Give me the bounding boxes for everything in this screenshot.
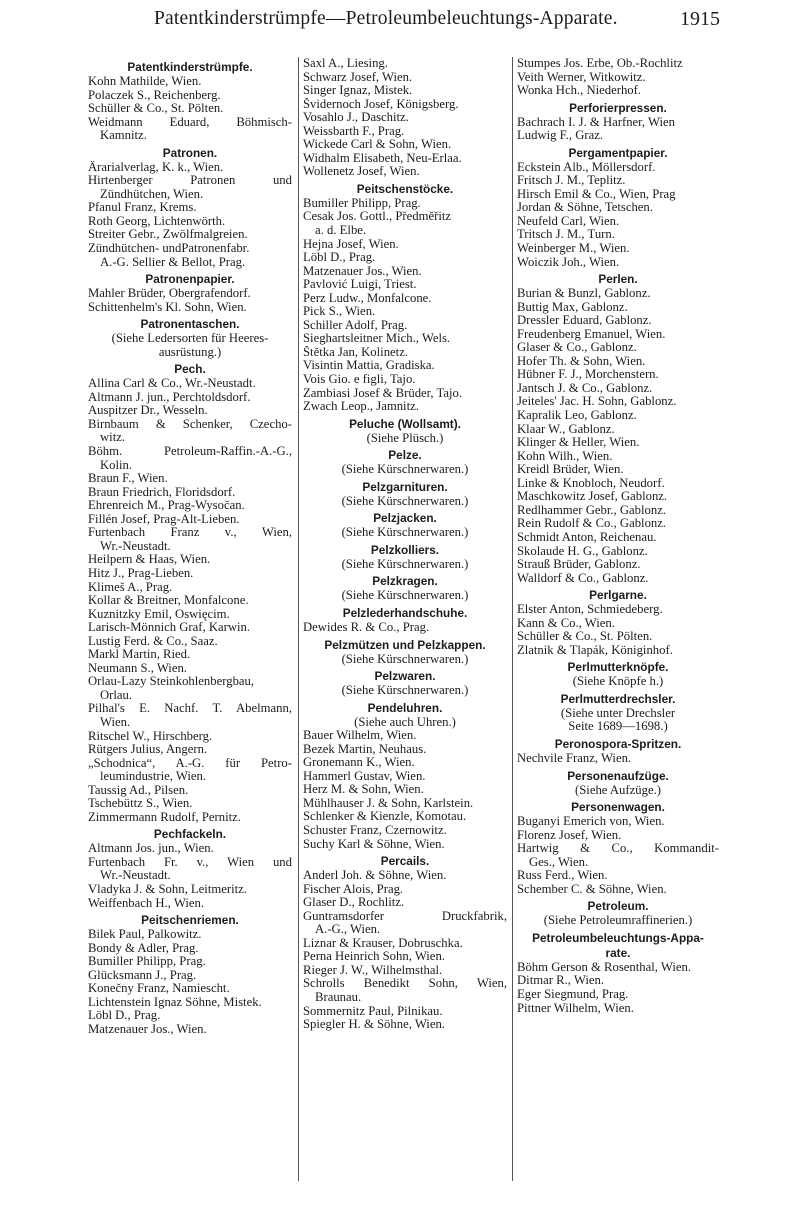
section-heading: Pelzkragen.: [372, 574, 438, 589]
section-heading: rate.: [605, 945, 631, 960]
entry-continuation: Kamnitz.: [100, 129, 147, 143]
directory-entry: Bilek Paul, Palkowitz.: [88, 928, 202, 942]
section-heading: Petroleum.: [587, 899, 649, 914]
directory-entry: Russ Ferd., Wien.: [517, 869, 608, 883]
entry-continuation: Wien.: [100, 715, 131, 729]
directory-entry: Roth Georg, Lichtenwörth.: [88, 214, 226, 228]
cross-reference-note: (Siehe Kürschnerwaren.): [341, 651, 469, 666]
directory-entry: Schwarz Josef, Wien.: [303, 70, 413, 84]
directory-entry: Visintin Mattia, Gradiska.: [303, 359, 435, 373]
page-title: Patentkinderstrümpfe—Petroleumbeleuchtungs-Apparate.: [154, 8, 618, 29]
directory-entry: Hammerl Gustav, Wien.: [303, 769, 426, 783]
directory-entry: Hirsch Emil & Co., Wien, Prag: [517, 187, 676, 201]
directory-entry: Herz M. & Sohn, Wien.: [303, 783, 424, 797]
section-heading: Pendeluhren.: [367, 700, 443, 715]
directory-entry: Glaser D., Rochlitz.: [303, 896, 405, 910]
directory-entry: Heilpern & Haas, Wien.: [88, 553, 211, 567]
cross-reference-note: ausrüstung.): [158, 344, 222, 359]
section-heading: Patronen.: [162, 145, 218, 160]
entry-continuation: Zündhütchen, Wien.: [100, 187, 204, 201]
directory-entry: Sieghartsleitner Mich., Wels.: [303, 332, 451, 346]
cross-reference-note: Seite 1689—1698.): [568, 719, 668, 734]
entry-continuation: Orlau.: [100, 688, 133, 702]
directory-entry: Zambiasi Josef & Brüder, Tajo.: [303, 386, 463, 400]
directory-entry: Kann & Co., Wien.: [517, 616, 615, 630]
directory-entry: Böhm. Petroleum-Raffin.-A.-G.,: [88, 445, 292, 459]
entry-continuation: A.-G., Wien.: [315, 923, 381, 937]
section-heading: Patronentaschen.: [140, 317, 240, 332]
page-number: 1915: [680, 8, 720, 30]
section-heading: Pergamentpapier.: [568, 145, 668, 160]
cross-reference-note: (Siehe Aufzüge.): [575, 782, 661, 797]
directory-entry: Ditmar R., Wien.: [517, 974, 604, 988]
directory-entry: Eckstein Alb., Möllersdorf.: [517, 160, 656, 174]
directory-entry: Veith Werner, Witkowitz.: [517, 70, 646, 84]
directory-entry: Tritsch J. M., Turn.: [517, 228, 615, 242]
directory-entry: Perna Heinrich Sohn, Wien.: [303, 950, 445, 964]
section-heading: Perlmutterdrechsler.: [560, 691, 676, 706]
directory-entry: Weinberger M., Wien.: [517, 242, 630, 256]
directory-entry: Woiczik Joh., Wien.: [517, 255, 620, 269]
directory-entry: Allina Carl & Co., Wr.-Neustadt.: [88, 377, 256, 391]
directory-entry: Zimmermann Rudolf, Pernitz.: [88, 810, 241, 824]
directory-entry: Furtenbach Fr. v., Wien und: [88, 855, 292, 869]
directory-entry: Taussig Ad., Pilsen.: [88, 783, 189, 797]
directory-entry: Löbl D., Prag.: [88, 1009, 161, 1023]
section-heading: Percails.: [380, 854, 430, 869]
directory-entry: Bumiller Philipp, Prag.: [303, 196, 421, 210]
section-heading: Pelzgarnituren.: [362, 479, 448, 494]
directory-entry: Schiller Adolf, Prag.: [303, 318, 408, 332]
column-divider: [512, 57, 513, 1181]
directory-entry: Florenz Josef, Wien.: [517, 828, 622, 842]
directory-entry: Kollar & Breitner, Monfalcone.: [88, 594, 249, 608]
cross-reference-note: (Siehe Kürschnerwaren.): [341, 588, 469, 603]
directory-entry: Schember C. & Söhne, Wien.: [517, 882, 667, 896]
directory-entry: Fischer Alois, Prag.: [303, 882, 404, 896]
directory-entry: Kapralik Leo, Gablonz.: [517, 409, 637, 423]
directory-entry: Wonka Hch., Niederhof.: [517, 84, 642, 98]
directory-entry: Hirtenberger Patronen und: [88, 174, 292, 188]
section-heading: Petroleumbeleuchtungs-Appa-: [532, 930, 704, 945]
section-heading: Peitschenstöcke.: [356, 181, 454, 196]
section-heading: Pech.: [174, 362, 206, 377]
section-heading: Perlgarne.: [589, 588, 647, 603]
section-heading: Pelzjacken.: [373, 511, 437, 526]
directory-entry: Redlhammer Gebr., Gablonz.: [517, 503, 667, 517]
directory-entry: Pilhal's E. Nachf. T. Abelmann,: [88, 702, 292, 716]
directory-entry: Schrolls Benedikt Sohn, Wien,: [303, 977, 507, 991]
column-3: [517, 57, 719, 1015]
cross-reference-note: (Siehe Knöpfe h.): [572, 674, 664, 689]
directory-entry: Kreidl Brüder, Wien.: [517, 463, 624, 477]
directory-entry: Braun F., Wien.: [88, 472, 168, 486]
section-heading: Personenwagen.: [571, 800, 665, 815]
section-heading: Pelzwaren.: [374, 669, 436, 684]
section-heading: Peronospora-Spritzen.: [554, 736, 682, 751]
cross-reference-note: (Siehe Ledersorten für Heeres-: [111, 331, 269, 346]
directory-entry: Vosahlo J., Daschitz.: [303, 111, 409, 125]
section-heading: Pelze.: [388, 448, 422, 463]
directory-entry: Sommernitz Paul, Pilnikau.: [303, 1004, 443, 1018]
directory-entry: Elster Anton, Schmiedeberg.: [517, 603, 663, 617]
directory-entry: Kuznitzky Emil, Oswięcim.: [88, 607, 230, 621]
directory-entry: Tschebüttz S., Wien.: [88, 797, 193, 811]
directory-entry: Ludwig F., Graz.: [517, 129, 604, 143]
directory-entry: Braun Friedrich, Floridsdorf.: [88, 485, 236, 499]
directory-entry: Kohn Mathilde, Wien.: [88, 75, 202, 88]
directory-entry: Ärarialverlag, K. k., Wien.: [88, 160, 224, 174]
directory-entry: Kohn Wilh., Wien.: [517, 449, 613, 463]
directory-entry: Štětka Jan, Kolinetz.: [303, 345, 409, 359]
section-heading: Peluche (Wollsamt).: [349, 416, 461, 431]
entry-continuation: Ges., Wien.: [529, 855, 589, 869]
directory-entry: Walldorf & Co., Gablonz.: [517, 571, 649, 585]
section-heading: Pelzlederhandschuhe.: [342, 605, 468, 620]
directory-entry: Cesak Jos. Gottl., Předměřitz: [303, 210, 452, 224]
directory-entry: Guntramsdorfer Druckfabrik,: [303, 909, 507, 923]
directory-entry: Strauß Brüder, Gablonz.: [517, 558, 641, 572]
section-heading: Patronenpapier.: [145, 272, 235, 287]
directory-entry: Hejna Josef, Wien.: [303, 237, 399, 251]
directory-entry: Klimeš A., Prag.: [88, 580, 173, 594]
directory-entry: Rütgers Julius, Angern.: [88, 743, 208, 757]
directory-entry: Zwach Leop., Jamnitz.: [303, 400, 419, 414]
directory-entry: Bachrach I. J. & Harfner, Wien: [517, 115, 675, 129]
directory-entry: Gronemann K., Wien.: [303, 756, 415, 770]
directory-entry: Fritsch J. M., Teplitz.: [517, 174, 626, 188]
directory-entry: Altmann Jos. jun., Wien.: [88, 842, 214, 856]
directory-entry: Bauer Wilhelm, Wien.: [303, 729, 417, 743]
directory-entry: Schüller & Co., St. Pölten.: [517, 630, 653, 644]
directory-entry: Mahler Brüder, Obergrafendorf.: [88, 287, 251, 301]
directory-entry: Pittner Wilhelm, Wien.: [517, 1001, 634, 1015]
directory-entry: Schmidt Anton, Reichenau.: [517, 530, 657, 544]
directory-entry: Jordan & Söhne, Tetschen.: [517, 201, 653, 215]
cross-reference-note: (Siehe Kürschnerwaren.): [341, 683, 469, 698]
directory-entry: Rein Rudolf & Co., Gablonz.: [517, 517, 667, 531]
cross-reference-note: (Siehe Kürschnerwaren.): [341, 462, 469, 477]
directory-entry: Bumiller Philipp, Prag.: [88, 955, 206, 969]
directory-entry: Klaar W., Gablonz.: [517, 422, 615, 436]
page-header: [90, 8, 720, 34]
directory-entry: Hitz J., Prag-Lieben.: [88, 566, 194, 580]
directory-entry: Saxl A., Liesing.: [303, 57, 388, 70]
entry-continuation: leumindustrie, Wien.: [100, 770, 207, 784]
directory-entry: Eger Siegmund, Prag.: [517, 987, 629, 1001]
directory-entry: Weissbarth F., Prag.: [303, 124, 405, 138]
directory-entry: Wollenetz Josef, Wien.: [303, 165, 420, 179]
section-heading: Personenaufzüge.: [567, 768, 669, 783]
directory-entry: Vois Gio. e figli, Tajo.: [303, 373, 416, 387]
directory-entry: Schuster Franz, Czernowitz.: [303, 823, 447, 837]
directory-entry: Nechvile Franz, Wien.: [517, 751, 632, 765]
directory-entry: Maschkowitz Josef, Gablonz.: [517, 490, 668, 504]
directory-entry: Zündhütchen- undPatronenfabr.: [88, 242, 250, 256]
cross-reference-note: (Siehe Petroleumraffinerien.): [543, 913, 693, 928]
directory-entry: Löbl D., Prag.: [303, 251, 376, 265]
directory-entry: Rieger J. W., Wilhelmsthal.: [303, 963, 443, 977]
directory-entry: Böhm Gerson & Rosenthal, Wien.: [517, 960, 692, 974]
directory-entry: Altmann J. jun., Perchtoldsdorf.: [88, 390, 251, 404]
directory-entry: Bezek Martin, Neuhaus.: [303, 742, 427, 756]
directory-entry: Anderl Joh. & Söhne, Wien.: [303, 869, 447, 883]
directory-entry: Furtenbach Franz v., Wien,: [88, 526, 292, 540]
directory-entry: Streiter Gebr., Zwölfmalgreien.: [88, 228, 248, 242]
entry-continuation: A.-G. Sellier & Bellot, Prag.: [100, 255, 246, 269]
directory-entry: Neufeld Carl, Wien.: [517, 214, 620, 228]
entry-continuation: Wr.-Neustadt.: [100, 539, 171, 553]
section-heading: Perlen.: [598, 272, 638, 287]
directory-entry: Stumpes Jos. Erbe, Ob.-Rochlitz: [517, 57, 683, 70]
section-heading: Pelzmützen und Pelzkappen.: [324, 637, 486, 652]
cross-reference-note: (Siehe Plüsch.): [366, 430, 444, 445]
directory-entry: Klinger & Heller, Wien.: [517, 436, 640, 450]
section-heading: Perlmutterknöpfe.: [567, 660, 669, 675]
directory-entry: „Schodnica“, A.-G. für Petro-: [88, 756, 292, 770]
column-2: [303, 57, 507, 1032]
directory-entry: Buganyi Emerich von, Wien.: [517, 815, 665, 829]
directory-entry: Larisch-Mönnich Graf, Karwin.: [88, 621, 251, 635]
directory-entry: Freudenberg Emanuel, Wien.: [517, 327, 666, 341]
directory-entry: Perz Ludw., Monfalcone.: [303, 291, 432, 305]
directory-entry: Glücksmann J., Prag.: [88, 968, 197, 982]
section-heading: Peitschenriemen.: [141, 913, 239, 928]
directory-entry: Matzenauer Jos., Wien.: [88, 1022, 207, 1036]
directory-entry: Pavlović Luigi, Triest.: [303, 278, 417, 292]
directory-entry: Ritschel W., Hirschberg.: [88, 729, 213, 743]
column-divider: [298, 57, 299, 1181]
directory-entry: Widhalm Elisabeth, Neu-Erlaa.: [303, 151, 462, 165]
entry-continuation: Braunau.: [315, 990, 362, 1004]
directory-entry: Vladyka J. & Sohn, Leitmeritz.: [88, 882, 247, 896]
directory-entry: Hofer Th. & Sohn, Wien.: [517, 354, 646, 368]
directory-entry: Skolaude H. G., Gablonz.: [517, 544, 648, 558]
directory-entry: Ehrenreich M., Prag-Wysočan.: [88, 499, 245, 513]
section-heading: Perforierpressen.: [569, 100, 667, 115]
directory-entry: Bondy & Adler, Prag.: [88, 941, 199, 955]
directory-entry: Schittenhelm's Kl. Sohn, Wien.: [88, 300, 247, 314]
directory-entry: Singer Ignaz, Mistek.: [303, 84, 413, 98]
section-heading: Pechfackeln.: [153, 827, 227, 842]
column-1: [88, 57, 292, 1036]
directory-entry: Spiegler H. & Söhne, Wien.: [303, 1018, 445, 1032]
directory-entry: Dewides R. & Co., Prag.: [303, 620, 430, 634]
directory-entry: Pick S., Wien.: [303, 305, 376, 319]
directory-entry: Orlau-Lazy Steinkohlenbergbau,: [88, 675, 255, 689]
directory-entry: Linke & Knobloch, Neudorf.: [517, 476, 665, 490]
directory-entry: Auspitzer Dr., Wesseln.: [88, 404, 208, 418]
directory-entry: Buttig Max, Gablonz.: [517, 300, 628, 314]
directory-entry: Birnbaum & Schenker, Czecho-: [88, 417, 292, 431]
entry-continuation: Kolin.: [100, 458, 133, 472]
directory-entry: Liznar & Krauser, Dobruschka.: [303, 936, 463, 950]
entry-continuation: witz.: [100, 431, 126, 445]
entry-continuation: Wr.-Neustadt.: [100, 869, 171, 883]
directory-entry: Schlenker & Kienzle, Komotau.: [303, 810, 467, 824]
directory-entry: Lichtenstein Ignaz Söhne, Mistek.: [88, 995, 262, 1009]
directory-entry: Markl Martin, Ried.: [88, 648, 191, 662]
directory-entry: Suchy Karl & Söhne, Wien.: [303, 837, 445, 851]
directory-entry: Mühlhauser J. & Sohn, Karlstein.: [303, 796, 474, 810]
directory-entry: Neumann S., Wien.: [88, 661, 187, 675]
directory-entry: Hartwig & Co., Kommandit-: [517, 842, 719, 856]
directory-entry: Matzenauer Jos., Wien.: [303, 264, 422, 278]
directory-entry: Jeiteles' Jac. H. Sohn, Gablonz.: [517, 395, 677, 409]
cross-reference-note: (Siehe Kürschnerwaren.): [341, 525, 469, 540]
directory-entry: Burian & Bunzl, Gablonz.: [517, 287, 651, 301]
cross-reference-note: (Siehe Kürschnerwaren.): [341, 493, 469, 508]
directory-entry: Glaser & Co., Gablonz.: [517, 341, 637, 355]
directory-entry: Wickede Carl & Sohn, Wien.: [303, 138, 452, 152]
directory-entry: Polaczek S., Reichenberg.: [88, 88, 221, 102]
section-heading: Pelzkolliers.: [370, 542, 440, 557]
entry-continuation: a. d. Elbe.: [315, 224, 367, 238]
directory-entry: Dressler Eduard, Gablonz.: [517, 314, 652, 328]
cross-reference-note: (Siehe Kürschnerwaren.): [341, 556, 469, 571]
section-heading: Patentkinderstrümpfe.: [127, 60, 253, 74]
directory-entry: Lustig Ferd. & Co., Saaz.: [88, 634, 218, 648]
directory-entry: Konečny Franz, Namiescht.: [88, 982, 230, 996]
cross-reference-note: (Siehe auch Uhren.): [354, 714, 456, 729]
directory-entry: Schüller & Co., St. Pölten.: [88, 102, 224, 116]
directory-entry: Weidmann Eduard, Böhmisch-: [88, 115, 292, 129]
directory-entry: Pfanul Franz, Krems.: [88, 201, 197, 215]
directory-entry: Švidernoch Josef, Königsberg.: [303, 97, 459, 111]
directory-entry: Zlatnik & Tlapák, Königinhof.: [517, 643, 673, 657]
directory-entry: Jantsch J. & Co., Gablonz.: [517, 381, 653, 395]
cross-reference-note: (Siehe unter Drechsler: [560, 705, 676, 720]
directory-entry: Hübner F. J., Morchenstern.: [517, 368, 659, 382]
directory-entry: Weiffenbach H., Wien.: [88, 896, 205, 910]
directory-entry: Fillén Josef, Prag-Alt-Lieben.: [88, 512, 240, 526]
